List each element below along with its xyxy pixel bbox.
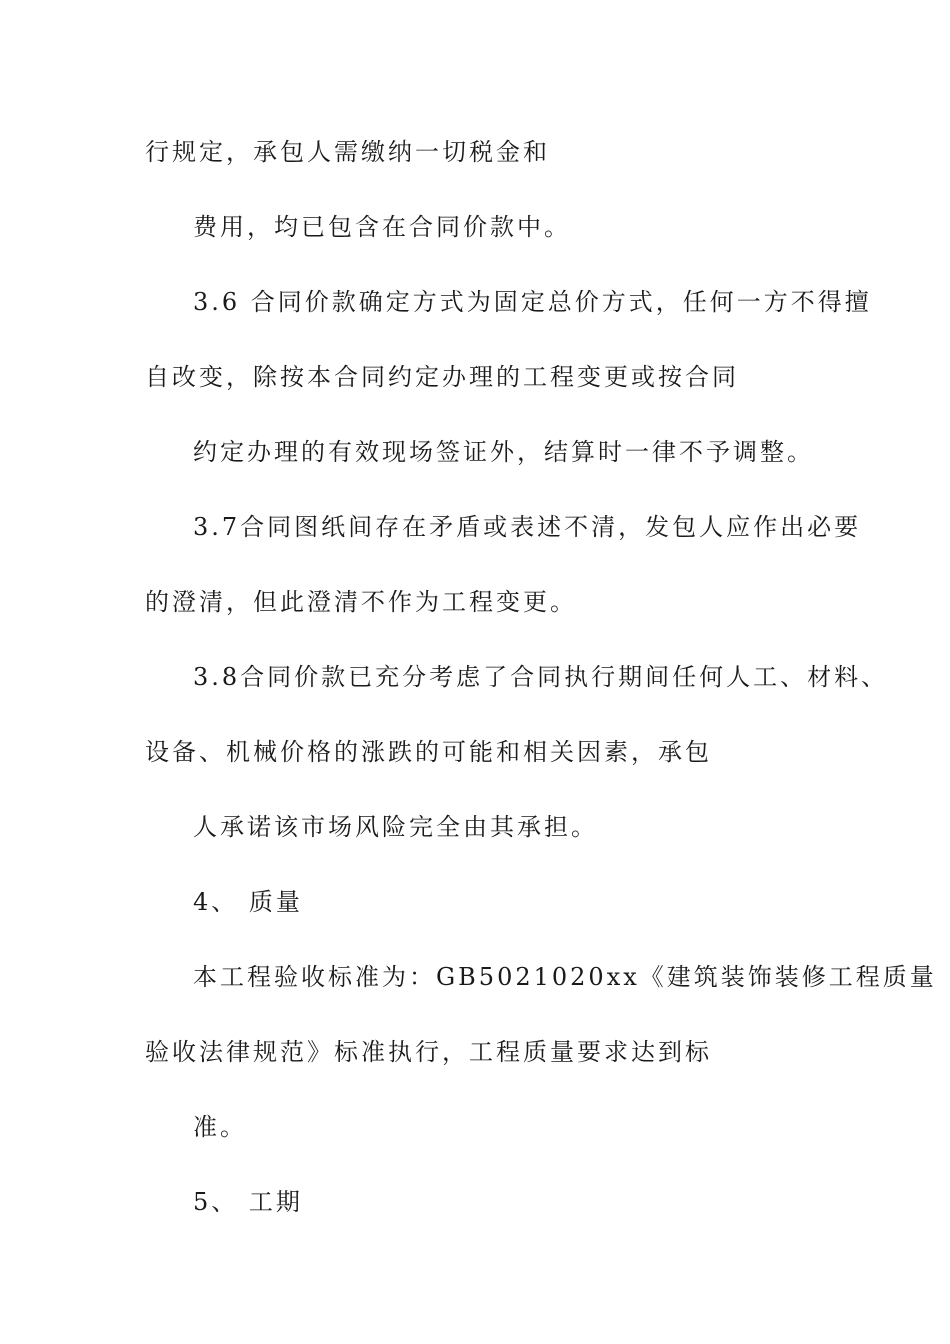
quality-line-3: 准。: [193, 1113, 247, 1141]
clause-3-7-line-1: 3.7合同图纸间存在矛盾或表述不清，发包人应作出必要: [193, 513, 862, 541]
clause-3-6-line-1: 3.6 合同价款确定方式为固定总价方式，任何一方不得擅: [193, 288, 872, 316]
text-line-1: 行规定，承包人需缴纳一切税金和: [145, 138, 550, 166]
clause-3-7-line-2: 的澄清，但此澄清不作为工程变更。: [145, 588, 577, 616]
quality-line-2: 验收法律规范》标准执行，工程质量要求达到标: [145, 1038, 712, 1066]
clause-3-8-line-2: 设备、机械价格的涨跌的可能和相关因素，承包: [145, 738, 712, 766]
text-line-2: 费用，均已包含在合同价款中。: [193, 213, 571, 241]
clause-3-8-line-3: 人承诺该市场风险完全由其承担。: [193, 813, 598, 841]
quality-line-1: 本工程验收标准为：GB5021020xx《建筑装饰装修工程质量: [193, 963, 937, 991]
clause-3-6-line-2: 自改变，除按本合同约定办理的工程变更或按合同: [145, 363, 739, 391]
clause-3-8-line-1: 3.8合同价款已充分考虑了合同执行期间任何人工、材料、: [193, 663, 889, 691]
clause-3-6-line-3: 约定办理的有效现场签证外，结算时一律不予调整。: [193, 438, 814, 466]
section-4-heading: 4、 质量: [193, 888, 303, 916]
section-5-heading: 5、 工期: [193, 1188, 303, 1216]
